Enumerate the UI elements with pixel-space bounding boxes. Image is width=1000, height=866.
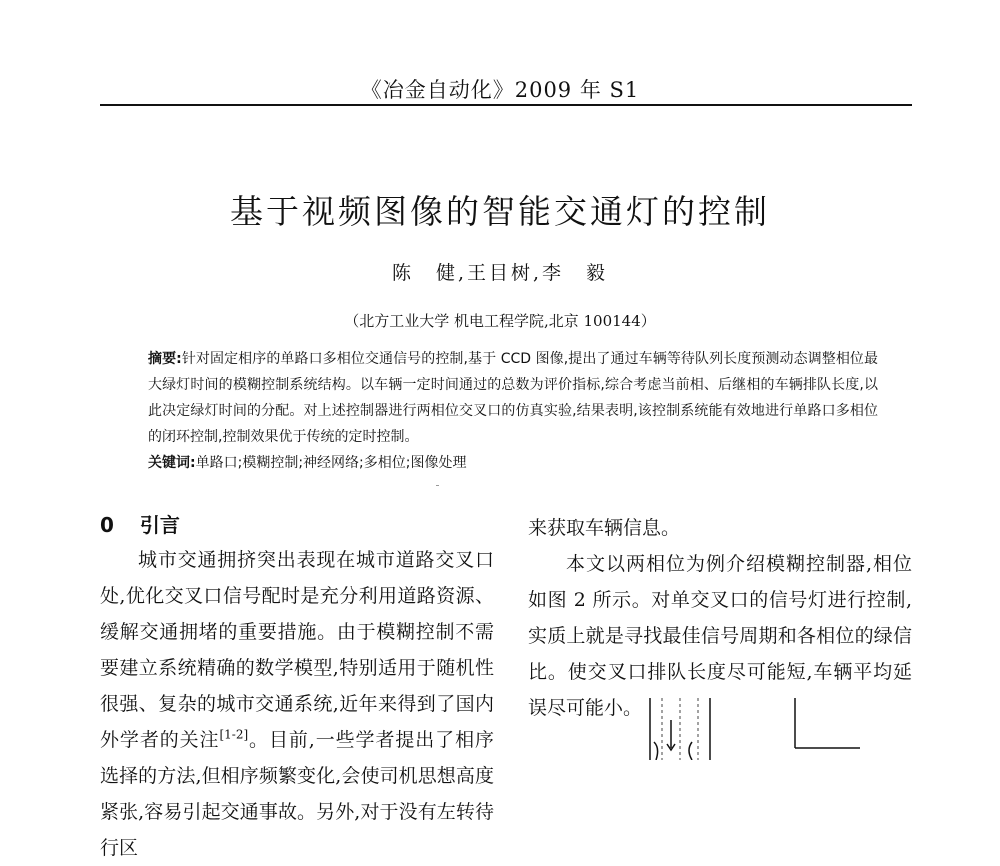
abstract-text: 针对固定相序的单路口多相位交通信号的控制,基于 CCD 图像,提出了通过车辆等待队列长度预测动态调整相位最大绿灯时间的模糊控制系统结构。以车辆一定时间通过的总数为评价指标,综合考虑当前相、后继相的车辆排队长度,以此决定绿灯时间的分配。对上述控制器进行两相位交叉口的仿真实验,结果表明,该控制系统能有效地进行单路口多相位的闭环控制,控制效果优于传统的定时控制。 [148, 351, 878, 445]
citation-ref: [1-2] [219, 727, 249, 742]
keywords-label: 关键词: [148, 455, 196, 471]
journal-header: 《冶金自动化》2009 年 S1 [360, 78, 640, 102]
section-heading [100, 510, 494, 540]
paper-authors: 陈 健,王目树,李 毅 [391, 262, 609, 284]
turn-arrow-right-icon [689, 742, 692, 760]
separator-dot [436, 485, 439, 486]
keywords [148, 452, 878, 472]
abstract [148, 346, 878, 450]
intro-text-b: 。目前,一些学者提出了相序选择的方法,但相序频繁变化,会使司机思想高度紧张,容易引起交通事故。另外,对于没有左转待行区 [100, 729, 494, 859]
intersection-figure [640, 690, 860, 760]
right-paragraph: 本文以两相位为例介绍模糊控制器,相位如图 2 所示。对单交叉口的信号灯进行控制,实质上就是寻找最佳信号周期和各相位的绿信比。使交叉口排队长度尽可能短,车辆平均延误尽可能小。 [528, 553, 912, 719]
left-column [100, 510, 494, 866]
intro-text-a: 城市交通拥挤突出表现在城市道路交叉口处,优化交叉口信号配时是充分利用道路资源、缓解交通拥堵的重要措施。由于模糊控制不需要建立系统精确的数学模型,特别适用于随机性很强、复杂的城市交通系统,近年来得到了国内外学者的关注 [100, 549, 494, 751]
intro-paragraph [100, 542, 494, 866]
section-title: 引言 [139, 513, 180, 537]
section-number: 0 [100, 513, 114, 537]
paper-title: 基于视频图像的智能交通灯的控制 [230, 192, 770, 231]
turn-arrow-left-icon [654, 742, 658, 760]
right-first-line: 来获取车辆信息。 [528, 517, 681, 539]
abstract-label: 摘要: [148, 351, 182, 367]
keywords-text: 单路口;模糊控制;神经网络;多相位;图像处理 [195, 455, 467, 471]
header-rule [100, 104, 912, 106]
paper-affiliation: （北方工业大学 机电工程学院,北京 100144） [344, 312, 656, 330]
